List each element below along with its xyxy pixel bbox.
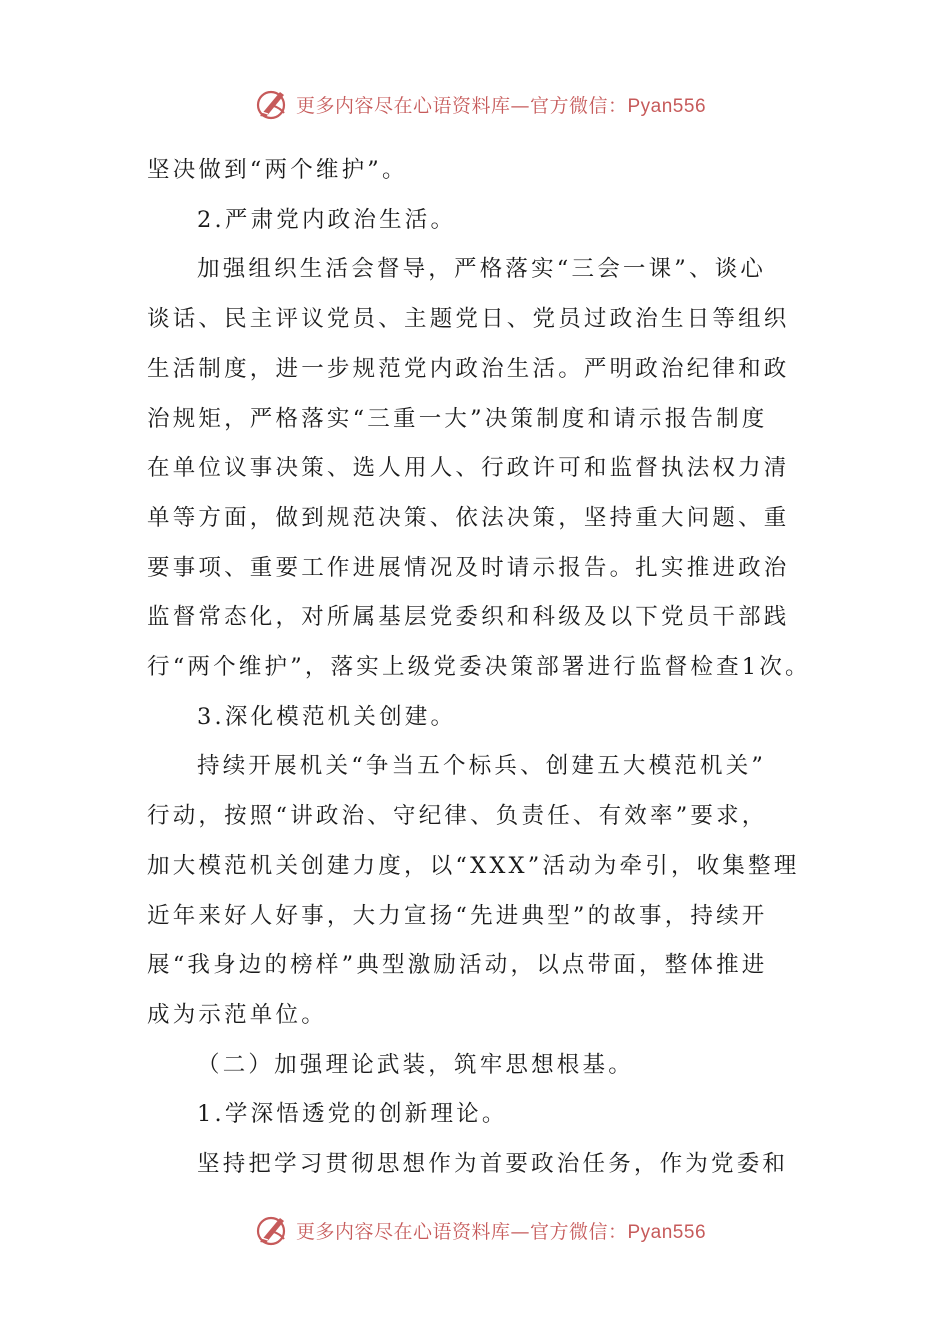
watermark-caption: 更多内容尽在心语资料库—官方微信： [295,94,628,117]
text-line: 要事项、重要工作进展情况及时请示报告。扎实推进政治 [147,554,790,581]
watermark-group [254,86,706,122]
text-line: （二）加强理论武装，筑牢思想根基。 [197,1051,634,1078]
text-line: 谈话、民主评议党员、主题党日、党员过政治生日等组织 [147,306,790,333]
document-body [147,146,827,1190]
text-line: 在单位议事决策、选人用人、行政许可和监督执法权力清 [147,455,790,482]
quill-pen-seal-icon [254,1212,290,1248]
text-line: 监督常态化，对所属基层党委织和科级及以下党员干部践 [147,604,790,631]
quill-pen-seal-icon [254,86,290,122]
text-line: 生活制度，进一步规范党内政治生活。严明政治纪律和政 [147,355,790,382]
text-line: 成为示范单位。 [147,1001,327,1028]
header-watermark-banner [0,84,950,124]
text-line: 加大模范机关创建力度，以“XXX”活动为牵引，收集整理 [147,852,800,879]
watermark-caption: 更多内容尽在心语资料库—官方微信： [295,1220,628,1243]
watermark-text [296,1217,706,1244]
text-line: 坚持把学习贯彻思想作为首要政治任务，作为党委和 [197,1151,789,1178]
text-line: 持续开展机关“争当五个标兵、创建五大模范机关” [197,753,767,780]
text-line: 治规矩，严格落实“三重一大”决策制度和请示报告制度 [147,405,768,432]
footer-watermark-banner [0,1210,950,1250]
text-line: 单等方面，做到规范决策、依法决策，坚持重大问题、重 [147,504,790,531]
watermark-group [254,1212,706,1248]
text-line: 坚决做到“两个维护”。 [147,157,408,183]
text-line: 2.严肃党内政治生活。 [197,206,457,233]
watermark-wechat-id: Pyan556 [627,95,707,117]
watermark-text [296,91,706,118]
text-line: 近年来好人好事，大力宣扬“先进典型”的故事，持续开 [147,902,768,929]
watermark-wechat-id: Pyan556 [627,1221,707,1243]
text-line: 3.深化模范机关创建。 [197,703,457,730]
text-line: 展“我身边的榜样”典型激励活动，以点带面，整体推进 [147,952,768,979]
text-line: 加强组织生活会督导，严格落实“三会一课”、谈心 [197,256,767,283]
text-line: 1.学深悟透党的创新理论。 [197,1101,508,1128]
text-line: 行动，按照“讲政治、守纪律、负责任、有效率”要求， [147,803,768,830]
text-line: 行“两个维护”，落实上级党委决策部署进行监督检查1次。 [147,654,811,681]
